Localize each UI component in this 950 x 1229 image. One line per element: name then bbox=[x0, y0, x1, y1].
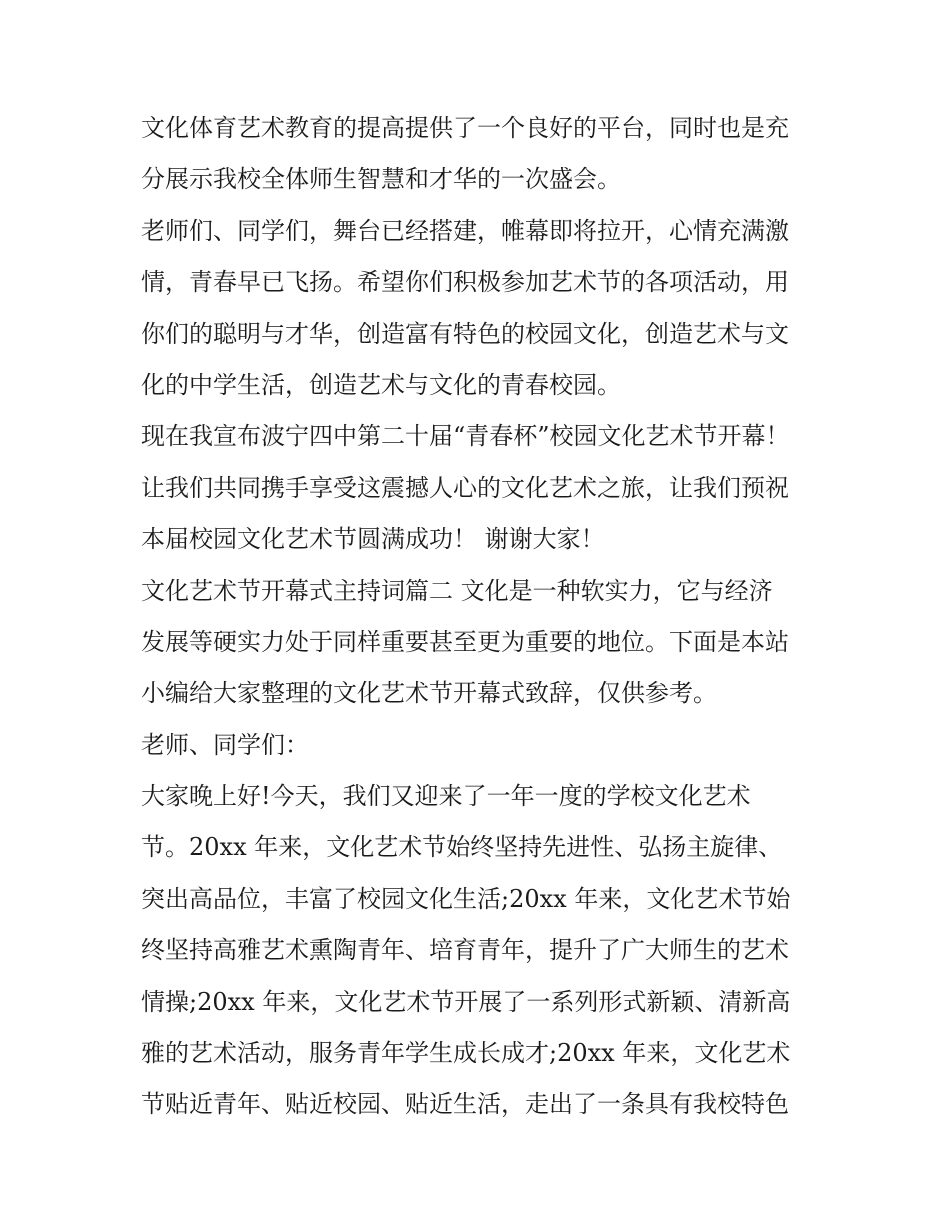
text-line: 情，青春早已飞扬。希望你们积极参加艺术节的各项活动，用 bbox=[141, 268, 789, 297]
text-line: 现在我宣布波宁四中第二十届“青春杯”校园文化艺术节开幕！ bbox=[141, 422, 790, 451]
text-line: 节贴近青年、贴近校园、贴近生活，走出了一条具有我校特色 bbox=[141, 1090, 789, 1119]
text-line: 终坚持高雅艺术熏陶青年、培育青年，提升了广大师生的艺术 bbox=[141, 936, 789, 965]
text-line: 文化体育艺术教育的提高提供了一个良好的平台，同时也是充 bbox=[141, 114, 789, 142]
text-line: 化的中学生活，创造艺术与文化的青春校园。 bbox=[141, 370, 621, 399]
text-line: 节。20xx 年来，文化艺术节始终坚持先进性、弘扬主旋律、 bbox=[141, 833, 783, 862]
text-line: 雅的艺术活动，服务青年学生成长成才;20xx 年来，文化艺术 bbox=[141, 1039, 791, 1068]
text-line: 发展等硬实力处于同样重要甚至更为重要的地位。下面是本站 bbox=[141, 627, 789, 656]
text-line: 文化艺术节开幕式主持词篇二 文化是一种软实力，它与经济 bbox=[141, 576, 773, 605]
text-line: 大家晚上好!今天，我们又迎来了一年一度的学校文化艺术 bbox=[141, 782, 751, 811]
text-line: 老师们、同学们，舞台已经搭建，帷幕即将拉开，心情充满激 bbox=[141, 216, 789, 245]
text-line: 老师、同学们： bbox=[141, 730, 309, 759]
body-text bbox=[141, 103, 821, 1131]
text-line: 突出高品位，丰富了校园文化生活;20xx 年来，文化艺术节始 bbox=[141, 884, 791, 913]
text-line: 小编给大家整理的文化艺术节开幕式致辞，仅供参考。 bbox=[141, 679, 717, 708]
text-line: 让我们共同携手享受这震撼人心的文化艺术之旅，让我们预祝 bbox=[141, 473, 789, 502]
text-line: 本届校园文化艺术节圆满成功！ 谢谢大家！ bbox=[141, 525, 605, 554]
text-line: 情操;20xx 年来，文化艺术节开展了一系列形式新颖、清新高 bbox=[141, 987, 791, 1016]
text-line: 你们的聪明与才华，创造富有特色的校园文化，创造艺术与文 bbox=[141, 319, 789, 348]
text-line: 分展示我校全体师生智慧和才华的一次盛会。 bbox=[141, 165, 621, 194]
